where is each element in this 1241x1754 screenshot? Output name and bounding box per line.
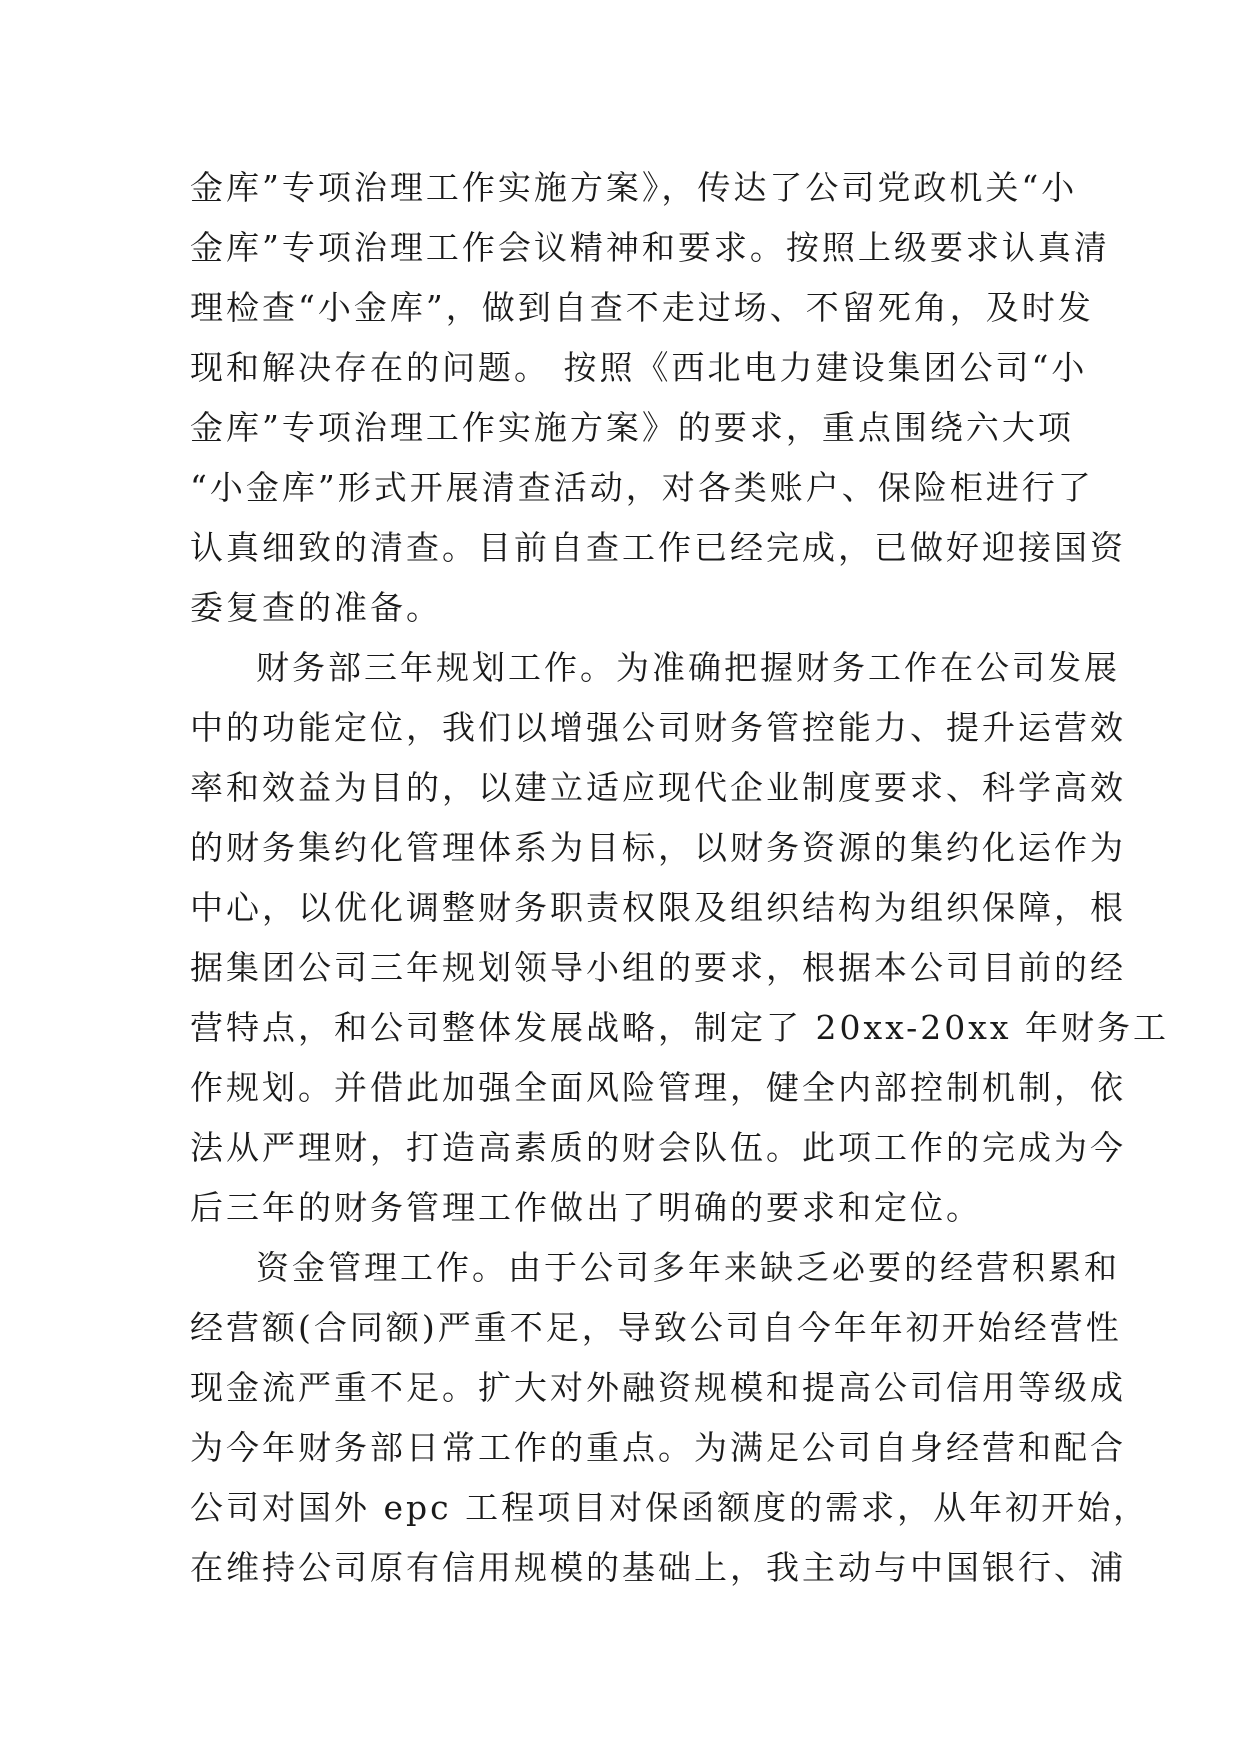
text-line: 财务部三年规划工作。为准确把握财务工作在公司发展 bbox=[256, 648, 1120, 687]
paragraph-three-year-plan bbox=[190, 638, 1169, 1238]
text-line: 认真细致的清查。目前自查工作已经完成，已做好迎接国资 bbox=[190, 528, 1126, 567]
text-line: “小金库”形式开展清查活动，对各类账户、保险柜进行了 bbox=[190, 468, 1094, 507]
text-line: 法从严理财，打造高素质的财会队伍。此项工作的完成为今 bbox=[190, 1128, 1126, 1167]
text-line: 据集团公司三年规划领导小组的要求，根据本公司目前的经 bbox=[190, 948, 1126, 987]
text-line: 委复查的准备。 bbox=[190, 588, 442, 627]
paragraph-small-treasury bbox=[190, 158, 1126, 638]
text-line: 的财务集约化管理体系为目标，以财务资源的集约化运作为 bbox=[190, 828, 1126, 867]
paragraph-fund-management bbox=[190, 1238, 1150, 1598]
text-line: 营特点，和公司整体发展战略，制定了 20xx-20xx 年财务工 bbox=[190, 1008, 1169, 1047]
text-line: 作规划。并借此加强全面风险管理，健全内部控制机制，依 bbox=[190, 1068, 1126, 1107]
text-line: 现金流严重不足。扩大对外融资规模和提高公司信用等级成 bbox=[190, 1368, 1126, 1407]
text-line: 中心，以优化调整财务职责权限及组织结构为组织保障，根 bbox=[190, 888, 1126, 927]
text-line: 为今年财务部日常工作的重点。为满足公司自身经营和配合 bbox=[190, 1428, 1126, 1467]
text-line: 公司对国外 epc 工程项目对保函额度的需求，从年初开始， bbox=[190, 1488, 1150, 1527]
text-line: 理检查“小金库”，做到自查不走过场、不留死角，及时发 bbox=[190, 288, 1094, 327]
text-line: 现和解决存在的问题。 按照《西北电力建设集团公司“小 bbox=[190, 348, 1088, 387]
text-line: 资金管理工作。由于公司多年来缺乏必要的经营积累和 bbox=[256, 1248, 1120, 1287]
text-line: 金库”专项治理工作实施方案》的要求，重点围绕六大项 bbox=[190, 408, 1074, 447]
text-line: 金库”专项治理工作实施方案》，传达了公司党政机关“小 bbox=[190, 168, 1078, 207]
document-body bbox=[190, 158, 1169, 1598]
text-line: 经营额(合同额)严重不足，导致公司自今年年初开始经营性 bbox=[190, 1308, 1122, 1347]
text-line: 后三年的财务管理工作做出了明确的要求和定位。 bbox=[190, 1188, 982, 1227]
text-line: 金库”专项治理工作会议精神和要求。按照上级要求认真清 bbox=[190, 228, 1110, 267]
text-line: 率和效益为目的，以建立适应现代企业制度要求、科学高效 bbox=[190, 768, 1126, 807]
text-line: 在维持公司原有信用规模的基础上，我主动与中国银行、浦 bbox=[190, 1548, 1126, 1587]
text-line: 中的功能定位，我们以增强公司财务管控能力、提升运营效 bbox=[190, 708, 1126, 747]
